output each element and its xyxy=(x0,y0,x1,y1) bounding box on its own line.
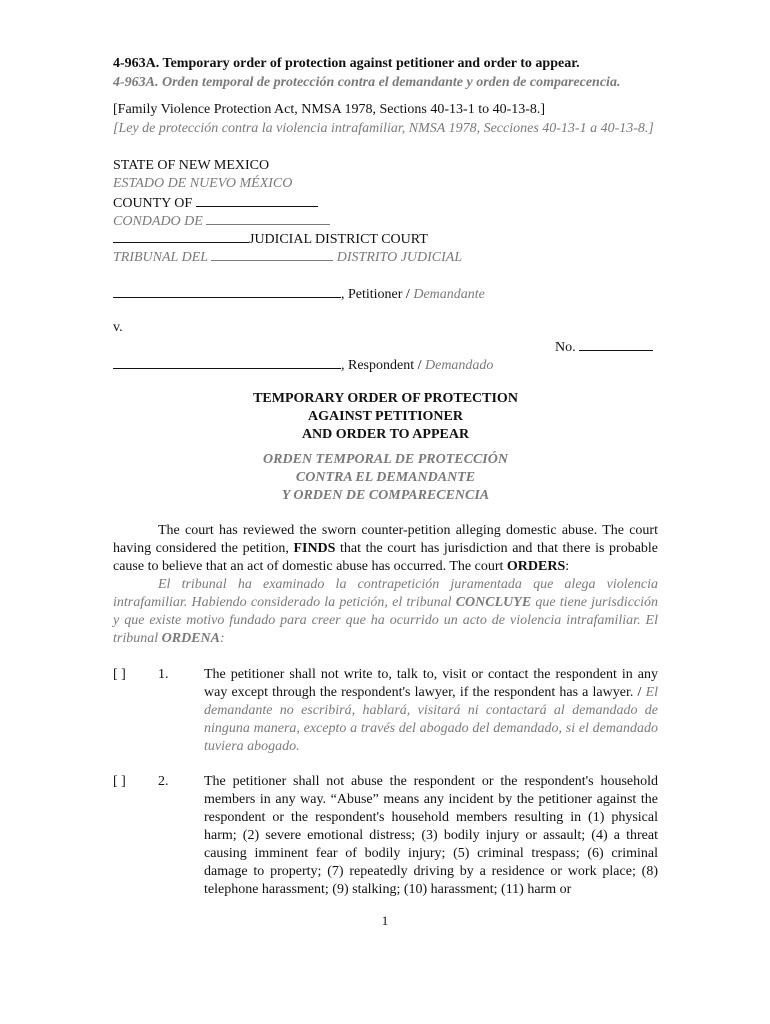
respondent-line xyxy=(113,355,493,375)
district-number-blank-field-es xyxy=(211,247,333,261)
county-blank-field[interactable] xyxy=(196,193,318,207)
findings-text-colon: : xyxy=(565,559,570,574)
findings-text-es-colon: : xyxy=(219,631,225,646)
district-number-blank-field[interactable] xyxy=(113,229,249,243)
order-heading-en-line-1: TEMPORARY ORDER OF PROTECTION xyxy=(253,391,518,406)
petitioner-name-blank-field[interactable] xyxy=(113,284,341,298)
petitioner-label-es: Demandante xyxy=(413,287,485,302)
findings-text-es-part-2: que tiene jurisdicción y que existe motivo fundado para creer que ha ocurrido un acto de violencia intrafamiliar. El tribunal xyxy=(113,595,659,646)
case-number-label: No. xyxy=(555,340,576,355)
findings-text-es-part-1: El tribunal ha examinado la contrapetición juramentada que alega violencia intrafamiliar. Habiendo considerado la petición, el tribunal xyxy=(113,577,658,610)
page-number: 1 xyxy=(381,913,389,928)
finds-keyword: FINDS xyxy=(293,541,336,556)
district-court-label-en: JUDICIAL DISTRICT COURT xyxy=(249,232,428,247)
statute-citation-es: [Ley de protección contra la violencia intrafamiliar, NMSA 1978, Secciones 40-13-1 a 40-13-8.] xyxy=(113,121,654,136)
concluye-keyword: CONCLUYE xyxy=(455,595,532,610)
district-court-prefix-es: TRIBUNAL DEL xyxy=(113,250,208,265)
county-blank-field-es xyxy=(206,211,330,225)
county-line-es xyxy=(113,211,330,231)
versus-label: v. xyxy=(113,320,123,335)
district-court-suffix-es: DISTRITO JUDICIAL xyxy=(336,250,463,265)
item-1-text-en: The petitioner shall not write to, talk to, visit or contact the respondent in any way except through the respondent's lawyer, if the respondent has a lawyer. / xyxy=(204,667,658,700)
county-label-es: CONDADO DE xyxy=(113,214,203,229)
findings-paragraph-es xyxy=(113,576,658,648)
item-1-checkbox[interactable]: [ ] xyxy=(113,667,126,682)
item-1-text-es: El demandante no escribirá, hablará, visitará ni contactará al demandado de ninguna manera, excepto a través del abogado del demandado, si el demandado tuviera abogado. xyxy=(204,685,659,754)
order-heading-es-line-1: ORDEN TEMPORAL DE PROTECCIÓN xyxy=(263,452,508,467)
form-title-en: 4-963A. Temporary order of protection against petitioner and order to appear. xyxy=(113,56,580,71)
order-heading-en-line-3: AND ORDER TO APPEAR xyxy=(301,427,470,442)
order-heading-en-line-2: AGAINST PETITIONER xyxy=(308,409,463,424)
item-2-checkbox[interactable]: [ ] xyxy=(113,774,126,789)
case-number-line xyxy=(555,337,653,357)
ordena-keyword: ORDENA xyxy=(161,631,220,646)
case-number-blank-field[interactable] xyxy=(579,337,653,351)
county-label-en: COUNTY OF xyxy=(113,196,193,211)
state-label-es: ESTADO DE NUEVO MÉXICO xyxy=(113,176,293,191)
district-court-line-es xyxy=(113,247,462,267)
item-2-number: 2. xyxy=(158,774,169,789)
county-line-en xyxy=(113,193,318,213)
respondent-label-es: Demandado xyxy=(425,358,494,373)
order-heading-es-line-3: Y ORDEN DE COMPARECENCIA xyxy=(281,488,490,503)
respondent-label-en: , Respondent / xyxy=(341,358,422,373)
petitioner-line xyxy=(113,284,485,304)
state-label-en: STATE OF NEW MEXICO xyxy=(113,158,270,173)
findings-text-part-1: The court has reviewed the sworn counter-petition alleging domestic abuse. The court having considered the petition, xyxy=(113,523,658,556)
district-court-line-en xyxy=(113,229,428,249)
item-2-text-en: The petitioner shall not abuse the respondent or the respondent's household members in any way. “Abuse” means any incident by the petitioner against the respondent or the respondent's household members resulting in (1) physical harm; (2) severe emotional distress; (3) bodily injury or assault; (4) a threat causing imminent fear of bodily injury; (5) criminal trespass; (6) criminal damage to property; (7) repeatedly driving by a residence or work place; (8) telephone harassment; (9) stalking; (10) harassment; (11) harm or xyxy=(204,774,658,897)
item-1-number: 1. xyxy=(158,667,169,682)
item-1-text xyxy=(204,666,658,756)
petitioner-label-en: , Petitioner / xyxy=(341,287,410,302)
respondent-name-blank-field[interactable] xyxy=(113,355,341,369)
form-title-es: 4-963A. Orden temporal de protección contra el demandante y orden de comparecencia. xyxy=(113,75,621,90)
findings-text-part-2: that the court has jurisdiction and that there is probable cause to believe that an act of domestic abuse has occurred. The court xyxy=(113,541,659,574)
orders-keyword: ORDERS xyxy=(506,559,566,574)
item-2-text xyxy=(204,773,658,899)
statute-citation-en: [Family Violence Protection Act, NMSA 1978, Sections 40-13-1 to 40-13-8.] xyxy=(113,102,546,117)
order-heading-es-line-2: CONTRA EL DEMANDANTE xyxy=(295,470,476,485)
findings-paragraph-en xyxy=(113,522,658,576)
